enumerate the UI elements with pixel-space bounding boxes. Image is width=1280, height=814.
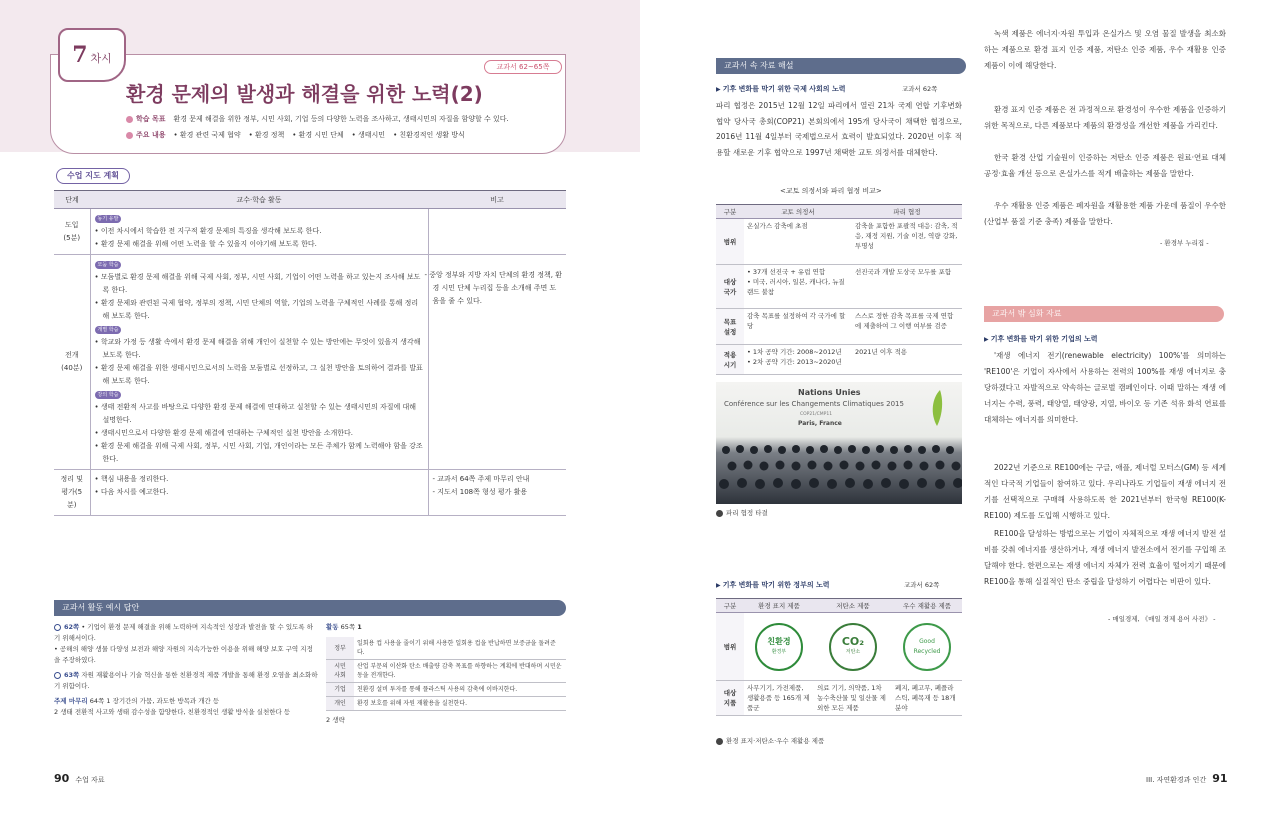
content-item: • 환경 관련 국제 협약	[173, 131, 241, 139]
list-item: • 환경 문제 해결을 위해 국제 사회, 정부, 시민 사회, 기업, 개인이라는 모든 주체가 함께 노력해야 함을 강조한다.	[95, 440, 424, 466]
answer-label: 주제 마무리	[54, 697, 88, 705]
table-row: 대상 국가 • 37개 선진국 + 유럽 연합 • 미국, 러시아, 일본, 캐나다, 뉴질랜드 불참 선진국과 개발 도상국 모두를 포함	[716, 265, 962, 309]
paragraph: 2022년 기준으로 RE100에는 구글, 애플, 제너럴 모터스(GM) 등 세계적인 다국적 기업들이 참여하고 있다. 우리나라도 기업들이 재생 에너지 전기를 선택적으로 구매해 사용하도록 한 2021년부터 한국형 RE100(K-RE100) 제도를 도입해 시행하고 있다.	[984, 463, 1226, 520]
list-item: • 다음 차시를 예고한다.	[95, 486, 424, 499]
paragraph: '재생 에너지 전기(renewable electricity) 100%'를 의미하는 'RE100'은 기업이 자사에서 사용하는 전력의 100%를 재생 에너지로 충당하겠다고 자발적으로 약속하는 글로벌 캠페인이다. 이때 말하는 재생 에너지는 수력, 풍력, 태양열, 태양광, 지열, 바이오 등 기존 석유 화석 연료를 대체하는 에너지를 의미한다.	[984, 351, 1226, 424]
answer-ref: 64쪽	[89, 697, 105, 705]
magnifier-icon	[54, 624, 61, 631]
section-heading: ▶ 기후 변화를 막기 위한 정부의 노력	[716, 580, 830, 590]
footer-label: III. 자연환경과 인간	[1146, 776, 1207, 784]
content-row	[126, 130, 465, 140]
goal-text: 환경 문제 해결을 위한 정부, 시민 사회, 기업 등의 다양한 노력을 조사하고, 생태시민의 자질을 함양할 수 있다.	[173, 115, 509, 123]
section-heading: ▶ 기후 변화를 막기 위한 기업의 노력	[984, 334, 1098, 344]
phase-badge: 강의 학습	[95, 391, 122, 399]
table-row: 목표 설정 감축 목표를 설정하여 각 국가에 할당 스스로 정한 감축 목표를 국제 연합에 제출하여 그 이행 여부를 검증	[716, 309, 962, 345]
stage-cell: 도입 (5분)	[54, 209, 90, 255]
activity-cell	[90, 209, 428, 255]
photo-caption: 파리 협정 타결	[716, 508, 768, 517]
note-cell	[428, 209, 566, 255]
phase-badge: 모둠 학습	[95, 261, 122, 269]
paragraph: 한국 환경 산업 기술원이 인증하는 저탄소 인증 제품은 원료·연료 대체 공정·효율 개선 등으로 온실가스를 적게 배출하는 제품을 말한다.	[984, 153, 1226, 178]
textbook-ref: 교과서 62쪽	[904, 581, 940, 589]
stage-cell: 정리 및 평가(5분)	[54, 470, 90, 516]
lesson-label: 차시	[90, 52, 112, 65]
answer-text: 2 생태 전환적 사고와 생태 감수성을 함양한다, 친환경적인 생활 방식을 실천한다 등	[54, 708, 291, 716]
section-heading: ▶ 기후 변화를 막기 위한 국제 사회의 노력	[716, 84, 846, 94]
source-note: - 매일경제, 《매일 경제 용어 사전》 -	[1108, 615, 1216, 623]
content-tag: 주요 내용	[126, 130, 166, 140]
list-item: • 환경 문제 해결을 위해 어떤 노력을 할 수 있을지 이야기해 보도록 한다.	[95, 238, 424, 251]
page-number: 91	[1212, 772, 1228, 785]
circle-bullet-icon	[126, 116, 133, 123]
page-title: 환경 문제의 발생과 해결을 위한 노력(2)	[126, 82, 483, 106]
magnifier-icon	[54, 672, 61, 679]
footer-label: 수업 자료	[75, 776, 105, 784]
content-item: • 생태시민	[351, 131, 386, 139]
textbook-ref: 교과서 62쪽	[902, 85, 938, 93]
footer-right	[1146, 772, 1228, 785]
table-row: 범위 온실가스 감축에 초점 감축을 포함한 포괄적 대응: 감축, 적응, 재정 지원, 기술 이전, 역량 강화, 투명성	[716, 219, 962, 265]
paragraph: 우수 재활용 인증 제품은 폐자원을 재활용한 제품 가운데 품질이 우수한(산업부 품질 기준 충족) 제품을 말한다.	[984, 201, 1226, 226]
list-item: • 환경 문제 해결을 위한 생태시민으로서의 노력을 모둠별로 선정하고, 그 실천 방안을 토의하여 결과를 발표해 보도록 한다.	[95, 362, 424, 388]
footer-left	[54, 772, 105, 785]
note-cell	[428, 470, 566, 516]
col-header: 단계	[54, 191, 90, 209]
paragraph: 파리 협정은 2015년 12월 12일 파리에서 열린 21차 국제 연합 기후변화 협약 당사국 총회(COP21) 본회의에서 195개 당사국이 채택한 협정으로, 2016년 11월 4일부터 국제법으로서 효력이 발효되었다. 2020년 이후 적용할 새로운 기후 협약으로 1997년 채택한 교토 의정서를 대체한다.	[716, 101, 962, 157]
cop21-photo: Nations Unies Conférence sur les Changements Climatiques 2015 COP21/CMP11 Paris, France	[716, 382, 962, 504]
co2-label-icon: CO₂ 저탄소	[829, 623, 877, 671]
table-row: 기업 친환경 설비 투자를 통해 플라스틱 사용의 감축에 이바지한다.	[326, 683, 566, 697]
note-line: - 지도서 108쪽 형성 평가 활용	[432, 488, 528, 496]
circle-bullet-icon	[126, 132, 133, 139]
list-item: • 생태 전환적 사고를 바탕으로 다양한 환경 문제 해결에 연대하고 실천할 수 있는 생태시민의 자질에 대해 설명한다.	[95, 401, 424, 427]
section-bar-textbook: 교과서 속 자료 해설	[716, 58, 966, 74]
phase-badge: 개별 학습	[95, 326, 122, 334]
activity-cell	[90, 255, 428, 470]
paragraph: 녹색 제품은 에너지·자원 투입과 온실가스 및 오염 물질 발생을 최소화하는 제품으로 환경 표지 인증 제품, 저탄소 인증 제품, 우수 재활용 인증 제품이 이에 해당한다.	[984, 29, 1226, 70]
crowd-figures	[716, 440, 962, 504]
lesson-plan-table	[54, 190, 566, 516]
lesson-number: 7	[72, 42, 88, 68]
col-header: 교수·학습 활동	[90, 191, 428, 209]
kyoto-paris-table: 구분 교토 의정서 파리 협정 범위 온실가스 감축에 초점 감축을 포함한 포괄적 대응: 감축, 적응, 재정 지원, 기술 이전, 역량 강화, 투명성 대상 국가 • 37개 선진국 + 유럽 연합 • 미국, 러시아, 일본, 캐나다, 뉴질랜드 불참 선진국과 개발 도상국 모두를 포함 목표 설정 감축 목표를 설정하여 각 국가에 할당 스스로 정한 감축 목표를 국제 연합에 제출하여 그 이행 여부를 검증 적용 시기 • 1차 공약 기간: 2008~2012년 • 2차 공약 기간: 2013~2020년 2021년 이후 적용	[716, 204, 962, 375]
answer-ref: 62쪽	[64, 623, 80, 631]
leaf-logo-icon	[928, 388, 946, 428]
eco-label-icon: 친환경 환경부	[755, 623, 803, 671]
table-caption: 환경 표지·저탄소·우수 재활용 제품	[716, 736, 824, 745]
col-header: 비고	[428, 191, 566, 209]
answer-ref: 63쪽	[64, 671, 80, 679]
answer-text: 1 장기간의 가뭄, 과도한 방목과 개간 등	[106, 697, 220, 705]
eco-label-cell	[744, 613, 814, 681]
list-item: • 이전 차시에서 학습한 전 지구적 환경 문제의 특징을 생각해 보도록 한다.	[95, 225, 424, 238]
table-row	[54, 209, 566, 255]
list-item: • 환경 문제와 관련된 국제 협약, 정부의 정책, 시민 단체의 역할, 기업의 노력을 구체적인 사례를 통해 정리해 보도록 한다.	[95, 297, 424, 323]
activity-label: 활동	[326, 623, 339, 631]
plan-pill: 수업 지도 계획	[56, 168, 130, 184]
good-recycled-icon: Good Recycled	[903, 623, 951, 671]
table-row: 범위 친환경 환경부 CO₂ 저탄소 Good Recycled	[716, 613, 962, 681]
paragraph: 환경 표지 인증 제품은 전 과정적으로 환경성이 우수한 제품을 인증하기 위한 목적으로, 다른 제품보다 제품의 환경성을 개선한 제품을 가리킨다.	[984, 105, 1226, 130]
list-item: • 모둠별로 환경 문제 해결을 위해 국제 사회, 정부, 시민 사회, 기업이 어떤 노력을 하고 있는지 조사해 보도록 한다.	[95, 271, 424, 297]
textbook-ref-badge: 교과서 62~65쪽	[484, 60, 562, 74]
activity-table	[326, 637, 566, 711]
list-item: • 핵심 내용을 정리한다.	[95, 473, 424, 486]
stage-cell: 전개 (40분)	[54, 255, 90, 470]
table-row	[54, 255, 566, 470]
phase-badge: 동기 유발	[95, 215, 122, 223]
note-cell: - 중앙 정부와 지방 자치 단체의 환경 정책, 환경 시민 단체 누리집 등을 소개해 주면 도움을 줄 수 있다.	[428, 255, 566, 470]
activity-cell	[90, 470, 428, 516]
table-row: 적용 시기 • 1차 공약 기간: 2008~2012년 • 2차 공약 기간: 2013~2020년 2021년 이후 적용	[716, 345, 962, 375]
answer-text: 자원 재활용이나 기술 혁신을 통한 친환경적 제품 개발을 통해 환경 오염을 최소화하기 위함이다.	[54, 671, 318, 690]
low-carbon-cell	[814, 613, 892, 681]
list-item: • 학교와 가정 등 생활 속에서 환경 문제 해결을 위해 개인이 실천할 수 있는 방안에는 무엇이 있을지 생각해 보도록 한다.	[95, 336, 424, 362]
content-item: • 친환경적인 생활 방식	[393, 131, 465, 139]
note-line: - 교과서 64쪽 주제 마무리 안내	[432, 475, 530, 483]
activity-num: 1	[357, 623, 362, 631]
goal-row	[126, 114, 509, 124]
table-row	[54, 470, 566, 516]
table-row: 대상 지품 사무기기, 가전제품, 생활용품 등 165개 제품군 의료 기기, 의약품, 1차 농수축산물 및 일산물 제외한 모든 제품 폐지, 폐고무, 폐플라스틱, 폐목재 등 18개 분야	[716, 681, 962, 716]
table-row: 정부 일회용 컵 사용을 줄이기 위해 사용한 일회용 컵을 반납하면 보증금을 돌려준다.	[326, 637, 566, 660]
answer-text: • 공해의 해양 생물 다양성 보전과 해양 자원의 지속가능한 이용을 위해 해양 보호 구역 지정을 주장하였다.	[54, 645, 313, 664]
goal-tag: 학습 목표	[126, 114, 166, 124]
answer-text: • 기업이 환경 문제 해결을 위해 노력하며 지속적인 성장과 발전을 할 수 있도록 하기 위해서이다.	[54, 623, 314, 642]
list-item: • 생태시민으로서 다양한 환경 문제 해결에 연대하는 구체적인 실천 방안을 소개한다.	[95, 427, 424, 440]
eco-labels-table: 구분 환경 표지 제품 저탄소 제품 우수 재활용 제품 범위 친환경 환경부 CO₂ 저탄소 Good Recycled 대상 지품 사무기기, 가전제품, 생활용품 등 165개 제품군 의료 기기, 의약품, 1차 농수축산물 및 일산물 제외한 모든 제품 폐지, 폐고무, 폐플라스틱, 폐목재 등 18개 분야	[716, 598, 962, 716]
activity-2: 2 생략	[326, 716, 345, 724]
answers-right-column	[326, 622, 566, 726]
answers-section-bar: 교과서 활동 예시 답안	[54, 600, 566, 616]
page-number: 90	[54, 772, 70, 785]
table-row: 개인 환경 보호를 위해 자원 재활용을 실천한다.	[326, 697, 566, 711]
content-item: • 환경 정책	[248, 131, 285, 139]
section-bar-deep: 교과서 밖 심화 자료	[984, 306, 1224, 322]
table-row: 시민 사회 산업 부문의 이산화 탄소 배출량 감축 목표를 하향하는 계획에 반대하며 시민운동을 전개한다.	[326, 660, 566, 683]
content-item: • 환경 시민 단체	[292, 131, 344, 139]
table-caption: <교토 의정서와 파리 협정 비교>	[780, 187, 882, 195]
lesson-number-tab	[58, 28, 126, 82]
answers-left-column	[54, 622, 318, 718]
recycled-cell	[892, 613, 962, 681]
activity-ref: 65쪽	[340, 623, 356, 631]
paragraph: RE100을 달성하는 방법으로는 기업이 자체적으로 재생 에너지 발전 설비를 갖춰 에너지를 생산하거나, 재생 에너지 발전소에서 전기를 구입해 조달해야 한다. 한편으로는 재생 에너지 자체가 전력 효율이 떨어지기 때문에 RE100을 통해 실질적인 탄소 중립을 달성하기 어렵다는 비판이 있다.	[984, 529, 1226, 586]
source-note: - 환경부 누리집 -	[1160, 239, 1209, 247]
